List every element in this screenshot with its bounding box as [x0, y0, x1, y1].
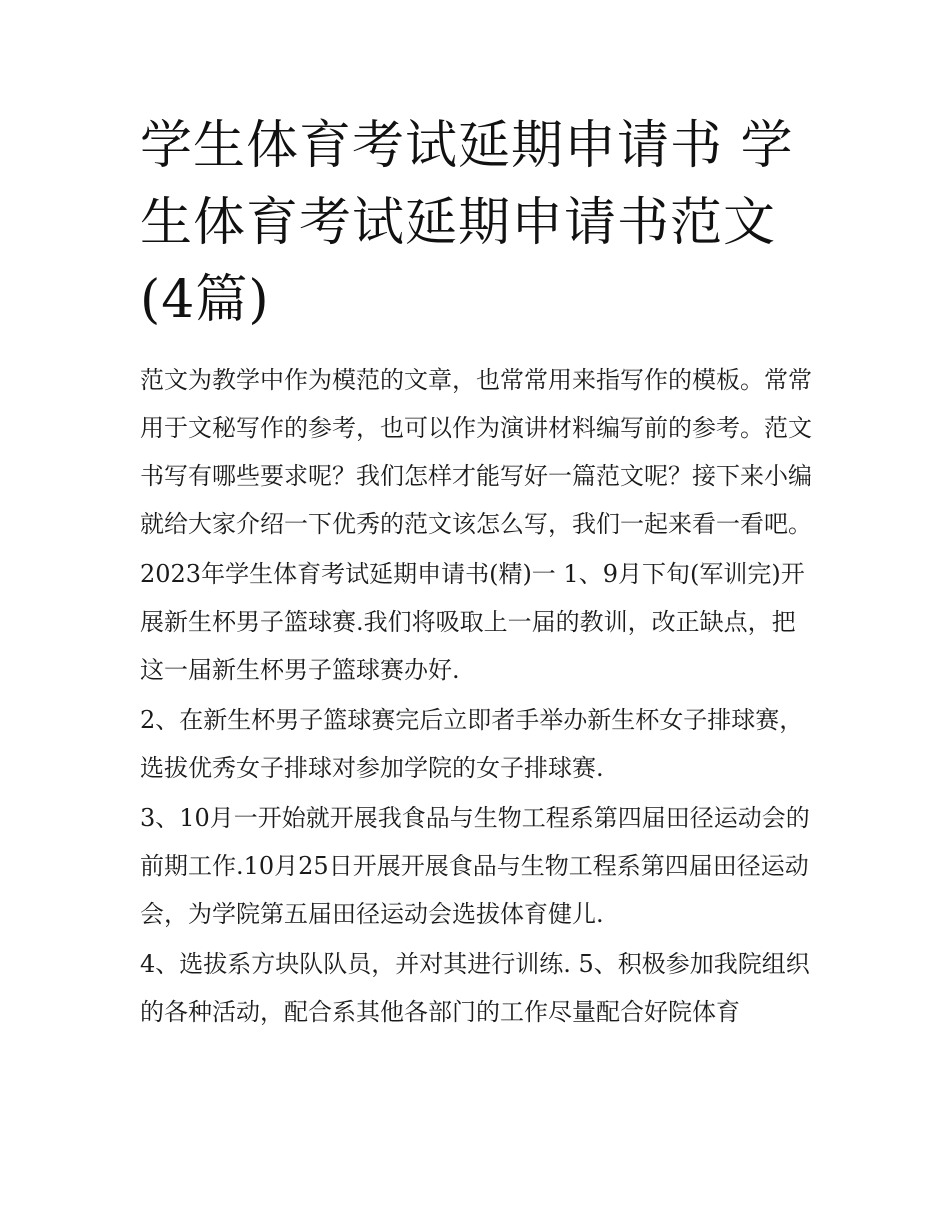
- body-paragraph: 2023年学生体育考试延期申请书(精)一 1、9月下旬(军训完)开展新生杯男子篮球赛.我们将吸取上一届的教训，改正缺点，把这一届新生杯男子篮球赛办好.: [140, 560, 805, 684]
- document-body: [140, 356, 815, 1038]
- body-paragraph: 4、选拔系方块队队员，并对其进行训练. 5、积极参加我院组织的各种活动，配合系其他各部门的工作尽量配合好院体育: [140, 950, 810, 1026]
- body-paragraph: 3、10月一开始就开展我食品与生物工程系第四届田径运动会的前期工作.10月25日开展开展食品与生物工程系第四届田径运动会，为学院第五届田径运动会选拔体育健儿.: [140, 804, 810, 928]
- body-paragraph: 2、在新生杯男子篮球赛完后立即者手举办新生杯女子排球赛，选拔优秀女子排球对参加学院的女子排球赛.: [140, 706, 804, 782]
- document-title: 学生体育考试延期申请书 学生体育考试延期申请书范文(4篇): [140, 116, 794, 330]
- intro-paragraph: 范文为教学中作为模范的文章，也常常用来指写作的模板。常常用于文秘写作的参考，也可以作为演讲材料编写前的参考。范文书写有哪些要求呢？我们怎样才能写好一篇范文呢？接下来小编就给大家介绍一下优秀的范文该怎么写，我们一起来看一看吧。: [140, 366, 812, 538]
